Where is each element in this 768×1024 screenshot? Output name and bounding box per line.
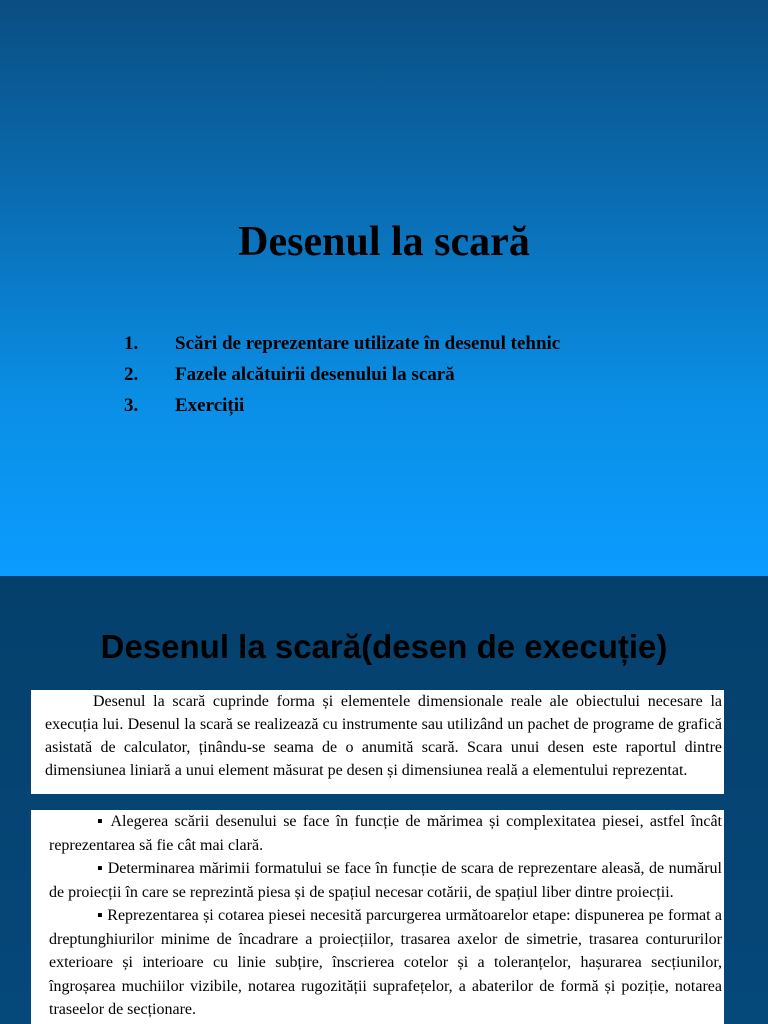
bullet-paragraph: ▪ Determinarea mărimii formatului se face în funcție de scara de reprezentare aleasă, de numărul de proiecții în care se reprezintă piesa și de spațiul necesar cotării, de spațiul liber dintre proiecții. — [49, 860, 722, 901]
list-item — [124, 332, 560, 363]
slide-heading: Desenul la scară(desen de execuție) — [100, 628, 668, 665]
list-item-text: Exerciții — [175, 395, 245, 416]
list-item-text: Fazele alcătuirii desenului la scară — [175, 364, 455, 385]
steps-text-box — [31, 810, 724, 1024]
bullet-paragraph: ▪ Reprezentarea și cotarea piesei necesită parcurgerea următoarelor etape: dispunerea pe format a dreptunghiurilor minime de încadrare a proiecțiilor, trasarea axelor de simetrie, trasarea contururilor exterioare și interioare cu linie subțire, înscrierea cotelor și a toleranțelor, hașurarea secțiunilor, îngroșarea muchiilor vizibile, notarea rugozității suprafețelor, a abaterilor de formă și poziție, notarea traseelor de secționare. — [49, 907, 722, 1018]
definition-text-box — [31, 690, 724, 794]
content-slide — [0, 576, 768, 1024]
slide-title: Desenul la scară — [238, 219, 530, 265]
bullet-paragraph: ▪ Alegerea scării desenului se face în funcție de mărimea și complexitatea piesei, astfel încât reprezentarea să fie cât mai clară. — [49, 813, 722, 854]
list-item — [124, 394, 560, 425]
definition-paragraph: Desenul la scară cuprinde forma și elementele dimensionale reale ale obiectului necesare la execuția lui. Desenul la scară se realizează cu instrumente sau utilizând un pachet de programe de grafică asistată de calculator, ținându-se seama de o anumită scară. Scara unui desen este raportul dintre dimensiunea liniară a unui element măsurat pe desen și dimensiunea reală a elementului reprezentat. — [45, 693, 722, 779]
contents-list — [124, 332, 560, 425]
list-item — [124, 363, 560, 394]
list-item-number: 2. — [124, 364, 139, 385]
list-item-number: 1. — [124, 333, 139, 354]
list-item-text: Scări de reprezentare utilizate în desenul tehnic — [175, 333, 561, 354]
list-item-number: 3. — [124, 395, 139, 416]
